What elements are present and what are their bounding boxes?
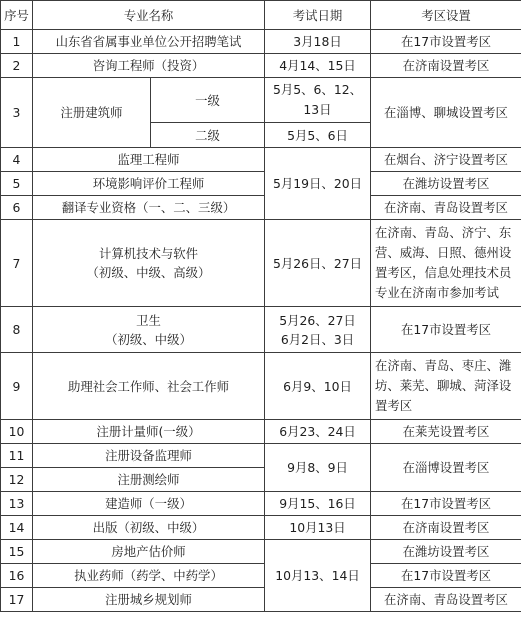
row-major: 翻译专业资格（一、二、三级） bbox=[33, 196, 265, 220]
row-seq: 9 bbox=[1, 353, 33, 420]
table-row bbox=[1, 540, 521, 564]
header-seq: 序号 bbox=[1, 1, 33, 30]
row-venue: 在济南、青岛、济宁、东营、威海、日照、德州设置考区，信息处理技术员专业在济南市参加考试 bbox=[371, 220, 521, 307]
row-venue: 在烟台、济宁设置考区 bbox=[371, 148, 521, 172]
merged-date: 10月13、14日 bbox=[265, 540, 371, 612]
row-date: 3月18日 bbox=[265, 30, 371, 54]
row-major: 监理工程师 bbox=[33, 148, 265, 172]
row-level: 一级 bbox=[151, 78, 265, 123]
row-venue: 在17市设置考区 bbox=[371, 307, 521, 353]
row-seq: 5 bbox=[1, 172, 33, 196]
row-date-cell bbox=[265, 307, 371, 353]
row-major: 山东省省属事业单位公开招聘笔试 bbox=[33, 30, 265, 54]
table-row bbox=[1, 307, 521, 353]
row-major: 房地产估价师 bbox=[33, 540, 265, 564]
row-venue: 在潍坊设置考区 bbox=[371, 172, 521, 196]
row-date: 5月26日、27日 bbox=[265, 220, 371, 307]
row-venue: 在莱芜设置考区 bbox=[371, 420, 521, 444]
row-seq: 17 bbox=[1, 588, 33, 612]
row-venue: 在济南、青岛设置考区 bbox=[371, 196, 521, 220]
merged-date: 9月8、9日 bbox=[265, 444, 371, 492]
row-major: 咨询工程师（投资） bbox=[33, 54, 265, 78]
row-date-sub: 6月2日、3日 bbox=[280, 331, 355, 347]
row-seq: 1 bbox=[1, 30, 33, 54]
row-seq: 4 bbox=[1, 148, 33, 172]
row-date: 4月14、15日 bbox=[265, 54, 371, 78]
header-venue: 考区设置 bbox=[371, 1, 521, 30]
row-venue: 在潍坊设置考区 bbox=[371, 540, 521, 564]
row-major-cell bbox=[33, 307, 265, 353]
row-seq: 10 bbox=[1, 420, 33, 444]
row-major: 注册城乡规划师 bbox=[33, 588, 265, 612]
row-seq: 8 bbox=[1, 307, 33, 353]
row-date: 6月9、10日 bbox=[265, 353, 371, 420]
row-date: 6月23、24日 bbox=[265, 420, 371, 444]
row-major: 建造师（一级） bbox=[33, 492, 265, 516]
row-date: 10月13日 bbox=[265, 516, 371, 540]
merged-venue: 在淄博设置考区 bbox=[371, 444, 521, 492]
table-row bbox=[1, 492, 521, 516]
row-venue: 在济南、青岛设置考区 bbox=[371, 588, 521, 612]
row-major: 助理社会工作师、社会工作师 bbox=[33, 353, 265, 420]
row-seq: 2 bbox=[1, 54, 33, 78]
row-venue: 在济南设置考区 bbox=[371, 54, 521, 78]
table-row bbox=[1, 172, 521, 196]
row-major: 注册设备监理师 bbox=[33, 444, 265, 468]
table-row bbox=[1, 148, 521, 172]
row-level: 二级 bbox=[151, 123, 265, 148]
table-row bbox=[1, 196, 521, 220]
row-venue: 在淄博、聊城设置考区 bbox=[371, 78, 521, 148]
row-venue: 在济南设置考区 bbox=[371, 516, 521, 540]
row-major: 出版（初级、中级） bbox=[33, 516, 265, 540]
row-major-sub: （初级、中级、高级） bbox=[86, 265, 211, 280]
table-row bbox=[1, 564, 521, 588]
row-venue: 在17市设置考区 bbox=[371, 492, 521, 516]
row-date: 5月5、6、12、13日 bbox=[265, 78, 371, 123]
table-row bbox=[1, 220, 521, 307]
row-seq: 6 bbox=[1, 196, 33, 220]
row-date: 5月5、6日 bbox=[265, 123, 371, 148]
table-row bbox=[1, 353, 521, 420]
row-major-sub: （初级、中级） bbox=[105, 331, 192, 347]
row-date: 5月26、27日 bbox=[279, 312, 356, 328]
row-seq: 14 bbox=[1, 516, 33, 540]
table-row bbox=[1, 78, 521, 123]
table-row bbox=[1, 30, 521, 54]
row-venue: 在17市设置考区 bbox=[371, 30, 521, 54]
table-row bbox=[1, 516, 521, 540]
row-seq: 13 bbox=[1, 492, 33, 516]
table-row bbox=[1, 420, 521, 444]
row-date: 9月15、16日 bbox=[265, 492, 371, 516]
row-major: 卫生 bbox=[136, 312, 161, 328]
row-major: 注册计量师(一级） bbox=[33, 420, 265, 444]
row-seq: 16 bbox=[1, 564, 33, 588]
table-row bbox=[1, 54, 521, 78]
row-major-cell bbox=[33, 220, 265, 307]
row-seq: 11 bbox=[1, 444, 33, 468]
row-major: 注册测绘师 bbox=[33, 468, 265, 492]
row-major: 注册建筑师 bbox=[33, 78, 151, 148]
row-venue: 在济南、青岛、枣庄、潍坊、莱芜、聊城、菏泽设置考区 bbox=[371, 353, 521, 420]
header-date: 考试日期 bbox=[265, 1, 371, 30]
row-major: 计算机技术与软件 bbox=[98, 246, 199, 261]
row-seq: 7 bbox=[1, 220, 33, 307]
row-major: 环境影响评价工程师 bbox=[33, 172, 265, 196]
row-major: 执业药师（药学、中药学） bbox=[33, 564, 265, 588]
table-row bbox=[1, 588, 521, 612]
row-seq: 12 bbox=[1, 468, 33, 492]
table-row bbox=[1, 444, 521, 468]
row-seq: 15 bbox=[1, 540, 33, 564]
table-header-row bbox=[1, 1, 521, 30]
row-seq: 3 bbox=[1, 78, 33, 148]
header-major: 专业名称 bbox=[33, 1, 265, 30]
merged-date: 5月19日、20日 bbox=[265, 148, 371, 220]
row-venue: 在17市设置考区 bbox=[371, 564, 521, 588]
